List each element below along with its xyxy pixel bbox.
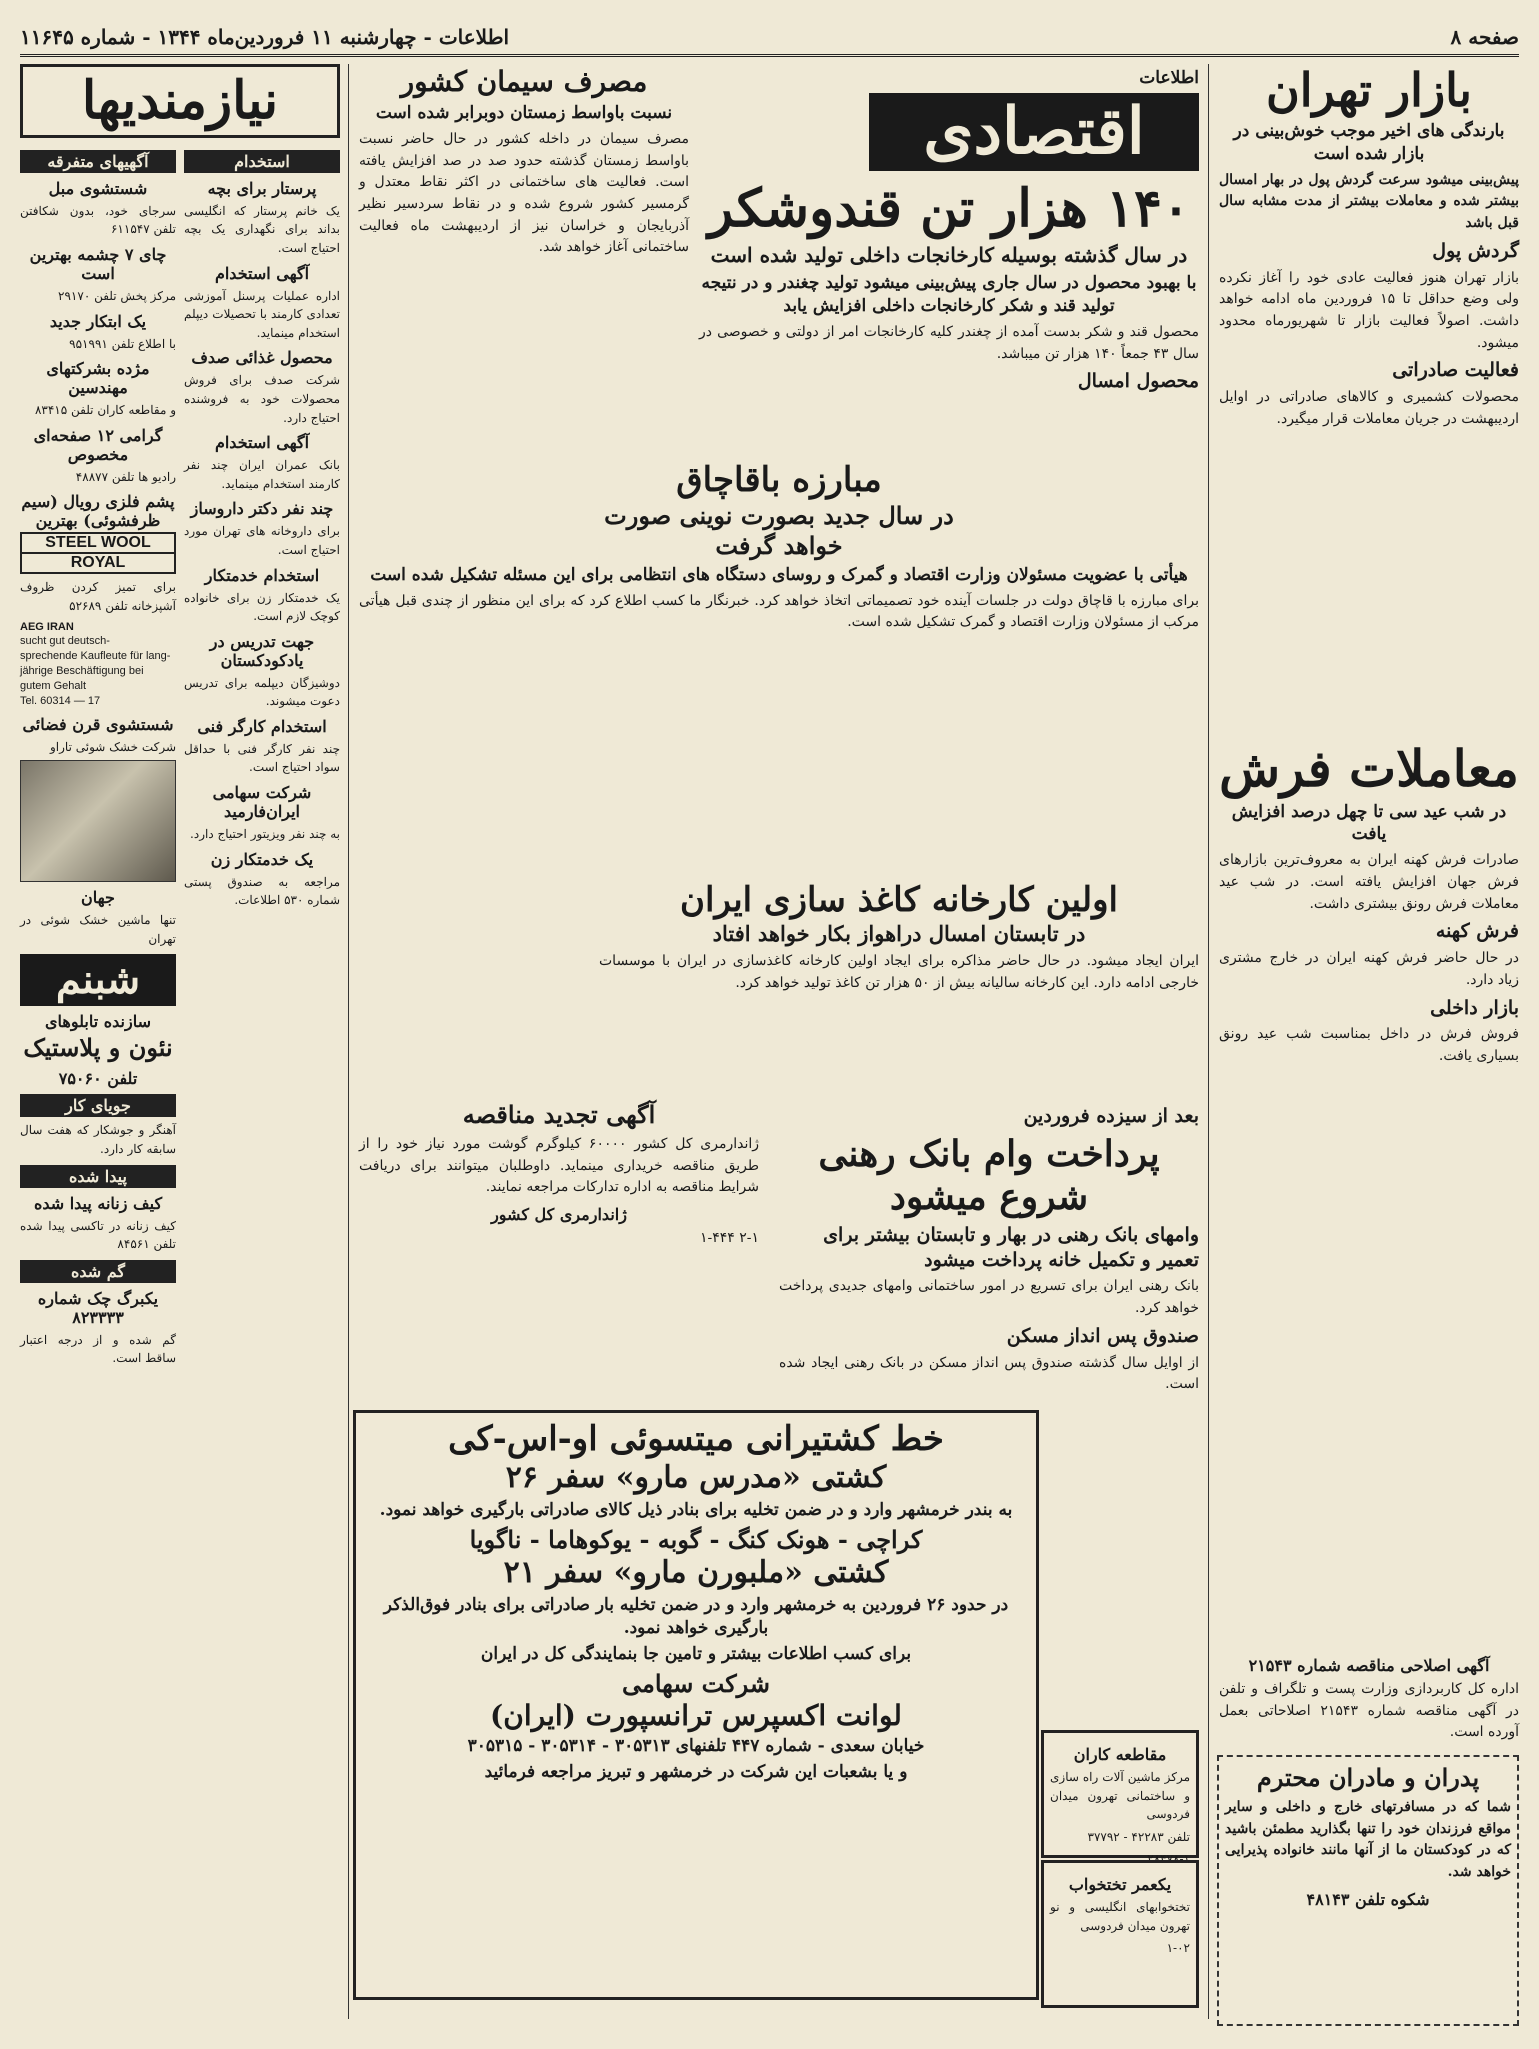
parents-title: پدران و مادران محترم (1256, 1763, 1480, 1792)
misc-5-title: گرامی ۱۲ صفحه‌ای مخصوص (33, 425, 163, 464)
beds-ad (1041, 1860, 1199, 2008)
beds-text: تختخوابهای انگلیسی و نو تهرون میدان فردوسی (1050, 1900, 1190, 1933)
correction-notice (1219, 1650, 1519, 1740)
tender-sign: ژاندارمری کل کشور (491, 1205, 627, 1225)
bazaar-subtitle: بارندگی های اخیر موجب خوش‌بینی در بازار شده است (1233, 120, 1505, 164)
bank-section-2-text: از اوایل سال گذشته صندوق پس انداز مسکن در بانک رهنی ایجاد شده است. (779, 1354, 1199, 1393)
carpet-section-1-text: در حال حاضر فرش کهنه ایران در خارج مشتری زیاد دارد. (1219, 950, 1519, 988)
job-2-title: آگهی استخدام (214, 263, 310, 283)
carpet-section-2-head: بازار داخلی (1430, 996, 1519, 1019)
job-1-text: یک خانم پرستار که انگلیسی بداند برای نگهداری یک بچه احتیاج است. (184, 203, 340, 255)
classifieds-cat-misc: آگهیهای متفرقه (20, 150, 176, 173)
issue-line: اطلاعات - چهارشنبه ۱۱ فروردین‌ماه ۱۳۴۴ - شماره ۱۱۶۴۵ (20, 25, 510, 49)
smuggling-line-1: در سال جدید بصورت نوینی صورت (604, 500, 954, 530)
carpet-section-1-head: فرش کهنه (1435, 920, 1519, 943)
bank-kicker: بعد از سیزده فروردین (1023, 1105, 1199, 1127)
page-label: صفحه ۸ (1450, 25, 1519, 49)
misc-7-title: شستشوی قرن فضائی (22, 714, 174, 734)
classifieds-header: نیازمندیها (81, 70, 279, 131)
shipping-contact: برای کسب اطلاعات بیشتر و تامین جا بنمایندگی کل در ایران (480, 1643, 912, 1664)
contractors-text: مرکز ماشین آلات راه سازی و ساختمانی تهرون میدان فردوسی (1050, 1770, 1190, 1822)
job-7-text: دوشیزگان دیپلمه برای تدریس دعوت میشوند. (184, 675, 340, 709)
aeg-line-1: AEG IRAN (20, 620, 74, 633)
paper-subtitle: در تابستان امسال دراهواز بکار خواهد افتاد (712, 920, 1086, 946)
shipping-company-kind: شرکت سهامی (621, 1668, 771, 1698)
contractors-title: مقاطعه کاران (1073, 1745, 1167, 1764)
misc-2-title: چای ۷ چشمه بهترین است (29, 244, 167, 283)
cement-text: مصرف سیمان در داخله کشور در حال حاضر نسبت باواسط زمستان گذشته حدود صد در صد افزایش یافته است. فعالیت های ساختمانی در اکثر نقاط معتدل و گرمسیر کشور شروع شده و در نقاط سردسیر نظیر آذربایجان و خراسان نیز از اردیبهشت ماه فعالیت ساختمانی آغاز خواهد شد. (359, 130, 689, 256)
misc-5-text: رادیو ها تلفن ۴۸۸۷۷ (75, 469, 176, 484)
job-3-title: محصول غذائی صدف (191, 348, 333, 368)
classifieds-section (20, 64, 340, 2024)
smuggling-title: مبارزه باقاچاق (676, 460, 882, 500)
aeg-line-4: jährige Beschäftigung bei (20, 665, 144, 678)
paper-article (599, 880, 1199, 1090)
aeg-line-5: gutem Gehalt (20, 679, 87, 692)
steel-wool-text: STEEL WOOL (45, 534, 151, 552)
contractors-ref: ۲۸۴۷۸-۱ (1147, 1852, 1190, 1867)
bazaar-title: بازار تهران (1266, 63, 1472, 117)
laundry-photo (20, 760, 176, 882)
bazaar-lead: پیش‌بینی میشود سرعت گردش پول در بهار امسال بیشتر شده و معاملات بیشتر از مدت مشابه سال قبل باشد (1219, 171, 1519, 232)
tender-title: آگهی تجدید مناقصه (462, 1100, 656, 1129)
newspaper-page (20, 20, 1519, 2029)
economic-logo-small: اطلاعات (1139, 68, 1199, 88)
bank-section-1-text: بانک رهنی ایران برای تسریع در امور ساختمانی وامهای جدیدی پرداخت خواهد کرد. (779, 1278, 1199, 1317)
classifieds-cat-jobs: استخدام (184, 150, 340, 173)
shipping-line: خط کشتیرانی میتسوئی او-اس-کی (448, 1419, 944, 1459)
parents-ad (1217, 1755, 1519, 2026)
beds-ref: ۱-۰۲ (1166, 1941, 1190, 1956)
carpet-subtitle: در شب عید سی تا چهل درصد افزایش یافت (1231, 801, 1507, 845)
bazaar-section-1-text: بازار تهران هنوز فعالیت عادی خود را آغاز نکرده ولی وضع حداقل تا ۱۵ فروردین ماه ادامه خواهد داشت. اصولاً فعالیت بازار تا شهریورماه محدود میشود. (1219, 269, 1519, 351)
misc-1-title: شستشوی مبل (48, 178, 148, 198)
smuggling-article (359, 460, 1199, 880)
job-3-text: شرکت صدف برای فروش محصولات خود به فروشنده احتیاج دارد. (184, 373, 340, 425)
carpet-section-2-text: فروش فرش در داخل بمناسبت شب عید رونق بسیاری یافت. (1219, 1026, 1519, 1064)
cement-subtitle: نسبت باواسط زمستان دوبرابر شده است (375, 103, 673, 123)
smuggling-line-2: خواهد گرفت (715, 530, 843, 560)
neon-text: نئون و پلاستیک (23, 1033, 173, 1063)
paper-title: اولین کارخانه کاغذ سازی ایران (680, 880, 1118, 920)
lost-title: یکبرگ چک شماره ۸۲۳۳۳۳ (37, 1288, 159, 1327)
misc-4-title: مژده بشرکتهای مهندسین (46, 359, 150, 398)
economic-headline: ۱۴۰ هزار تن قندوشکر (708, 178, 1190, 240)
misc-7-text: شرکت خشک شوئی تاراو (50, 739, 176, 754)
jobs-wanted-cat: جویای کار (20, 1094, 176, 1117)
misc-3-title: یک ابتکار جدید (49, 311, 147, 331)
job-8-text: چند نفر کارگر فنی با حداقل سواد احتیاج است. (184, 741, 340, 775)
classifieds-col-misc (20, 144, 176, 1372)
shipping-ship-2-desc: در حدود ۲۶ فروردین به خرمشهر وارد و در ضمن تخلیه بار صادراتی برای بنادر فوق‌الذکر بارگیری خواهد نمود. (383, 1594, 1009, 1638)
job-4-title: آگهی استخدام (214, 433, 310, 453)
found-title: کیف زنانه پیدا شده (33, 1193, 163, 1213)
misc-3-text: با اطلاع تلفن ۹۵۱۹۹۱ (69, 336, 176, 351)
shabnam-logo: شبنم (20, 954, 176, 1006)
correction-title: آگهی اصلاحی مناقصه شماره ۲۱۵۴۳ (1248, 1656, 1490, 1675)
tender-notice (359, 1100, 759, 1400)
parents-phone: شکوه تلفن ۴۸۱۴۳ (1306, 1889, 1430, 1909)
misc-6-text: برای تمیز کردن ظروف آشپزخانه تلفن ۵۲۶۸۹ (20, 580, 176, 613)
job-8-title: استخدام کارگر فنی (197, 716, 327, 736)
job-7-title: جهت تدریس در یادکودکستان (209, 631, 315, 670)
lost-cat: گم شده (20, 1260, 176, 1283)
economic-deck: در سال گذشته بوسیله کارخانجات داخلی تولید شده است (710, 243, 1188, 268)
shipping-ship-1: کشتی «مدرس مارو» سفر ۲۶ (505, 1459, 887, 1495)
economic-body: محصول قند و شکر بدست آمده از چغندر کلیه کارخانجات امر از دولتی و خصوصی در سال ۴۳ جمعاً ۱۴۰ هزار تن میباشد. (699, 324, 1199, 362)
bazaar-section-2-text: محصولات کشمیری و کالاهای صادراتی در اوایل اردیبهشت در جریان معاملات قرار میگیرد. (1219, 388, 1519, 427)
job-5-title: چند نفر دکتر داروساز (190, 499, 334, 519)
job-2-text: اداره عملیات پرسنل آموزشی تعدادی کارمند با تحصیلات دیپلم استخدام مینماید. (184, 288, 340, 340)
shipping-ship-2: کشتی «ملبورن مارو» سفر ۲۱ (503, 1554, 889, 1590)
found-text: کیف زنانه در تاکسی پیدا شده تلفن ۸۴۵۶۱ (20, 1218, 176, 1252)
job-6-title: استخدام خدمتکار (204, 565, 320, 585)
carpet-text: صادرات فرش کهنه ایران به معروف‌ترین بازارهای فرش جهان افزایش یافته است. در شب عید معاملات فرش رونق بیشتری داشت. (1219, 852, 1519, 912)
cement-title: مصرف سیمان کشور (400, 65, 648, 98)
bazaar-section-1-head: گردش پول (1432, 239, 1519, 262)
classifieds-col-jobs (184, 144, 340, 1372)
correction-text: اداره کل کاربردازی وزارت پست و تلگراف و تلفن در آگهی مناقصه شماره ۲۱۵۴۳ اصلاحاتی بعمل آورده است. (1219, 1681, 1519, 1741)
shipping-address: خیابان سعدی - شماره ۴۴۷ تلفنهای ۳۰۵۳۱۳ - ۳۰۵۳۱۴ - ۳۰۵۳۱۵ (467, 1736, 925, 1757)
contractors-ad (1041, 1730, 1199, 1867)
job-6-text: یک خدمتکار زن برای خانواده کوچک لازم است. (184, 590, 340, 624)
tender-ref: ۲-۱ ۱-۴۴۴ (699, 1230, 759, 1247)
shipping-ports: کراچی - هونک کنگ - گوبه - یوکوهاما - ناگویا (469, 1524, 923, 1554)
job-9-title: شرکت سهامی ایران‌فارمید (212, 783, 312, 822)
bazaar-column (1219, 64, 1519, 704)
carpet-column (1219, 740, 1519, 1570)
misc-8-title: جهان (81, 888, 115, 908)
job-9-text: به چند نفر ویزیتور احتیاج دارد. (190, 827, 340, 842)
beds-title: یکعمر تختخواب (1068, 1875, 1172, 1894)
misc-8-text: تنها ماشین خشک شوئی در تهران (20, 913, 176, 946)
cement-column (359, 64, 689, 424)
jobs-wanted-text: آهنگر و جوشکار که هفت سال سابقه کار دارد. (20, 1123, 176, 1156)
neon-phone: تلفن ۷۵۰۶۰ (58, 1069, 138, 1089)
contractors-phone: تلفن ۴۲۲۸۳ - ۳۷۷۹۲ (1087, 1829, 1190, 1844)
bazaar-section-2-head: فعالیت صادراتی (1392, 359, 1519, 382)
job-1-title: پرستار برای بچه (207, 178, 317, 198)
economic-logo: اقتصادی (869, 93, 1199, 171)
steel-wool-logo (20, 532, 176, 574)
shabnam-sub: سازنده تابلوهای (45, 1012, 151, 1032)
shipping-ship-1-desc: به بندر خرمشهر وارد و در ضمن تخلیه برای بنادر ذیل کالای صادراتی بارگیری خواهد نمود. (379, 1499, 1013, 1520)
misc-4-text: و مقاطعه کاران تلفن ۸۳۴۱۵ (34, 403, 176, 418)
economic-section (699, 64, 1199, 484)
bank-title-2: شروع میشود (889, 1175, 1089, 1218)
aeg-line-6: Tel. 60314 — 17 (20, 694, 101, 707)
economic-sub-head: محصول امسال (1077, 370, 1199, 393)
economic-deck-2: با بهبود محصول در سال جاری پیش‌بینی میشود تولید چغندر و در نتیجه تولید قند و شکر کارخانجات داخلی افزایش یابد (701, 273, 1197, 317)
aeg-ad (20, 620, 176, 709)
job-10-text: مراجعه به صندوق پستی شماره ۵۳۰ اطلاعات. (184, 874, 340, 908)
masthead (20, 20, 1519, 57)
paper-text: ایران ایجاد میشود. در حال حاضر مذاکره برای ایجاد اولین کارخانه کاغذسازی در ایران با موسسات خارجی ادامه دارد. این کارخانه سالیانه بیش از ۵۰ هزار تن کاغذ تولید خواهد کرد. (599, 953, 1199, 991)
smuggling-text: برای مبارزه با قاچاق دولت در جلسات آینده خود تصمیماتی اتخاذ خواهد کرد. خبرنگار ما کسب اطلاع کرد که برای این منظور از چندی قبل هیأتی مرکب از مسئولان وزارت اقتصاد و گمرک تشکیل شده است. (359, 592, 1199, 631)
shipping-branch: و یا بشعبات این شرکت در خرمشهر و تبریز مراجعه فرمائید (484, 1762, 908, 1783)
bank-section-1-head: وامهای بانک رهنی در بهار و تابستان بیشتر برای تعمیر و تکمیل خانه پرداخت میشود (823, 1224, 1199, 1271)
rule-v-1 (1208, 64, 1209, 2019)
shipping-ad (353, 1410, 1039, 2000)
carpet-title: معاملات فرش (1219, 739, 1519, 798)
aeg-line-3: sprechende Kaufleute für lang- (20, 650, 171, 663)
rule-v-2 (348, 64, 349, 2019)
bank-section-2-head: صندوق پس انداز مسکن (1006, 1324, 1199, 1347)
lost-text: گم شده و از درجه اعتبار ساقط است. (20, 1332, 176, 1366)
job-10-title: یک خدمتکار زن (210, 849, 314, 869)
aeg-line-2: sucht gut deutsch- (20, 635, 110, 648)
smuggling-deck: هیأتی با عضویت مسئولان وزارت اقتصاد و گمرک و روسای دستگاه های انتظامی برای این مسئله تشکیل شده است (370, 564, 1188, 585)
found-cat: پیدا شده (20, 1165, 176, 1188)
misc-1-text: سرجای خود، بدون شکافتن تلفن ۶۱۱۵۴۷ (20, 203, 176, 237)
royal-text: ROYAL (22, 552, 174, 572)
misc-6-title: پشم فلزی رویال (سیم ظرفشوئی) بهترین (21, 492, 175, 531)
job-5-text: برای داروخانه های تهران مورد احتیاج است. (184, 524, 340, 557)
shipping-company: لوانت اکسپرس ترانسپورت (ایران) (490, 1698, 902, 1732)
misc-2-text: مرکز پخش تلفن ۲۹۱۷۰ (58, 288, 176, 303)
bank-title-1: پرداخت وام بانک رهنی (818, 1132, 1160, 1175)
tender-text: ژاندارمری کل کشور ۶۰۰۰۰ کیلوگرم گوشت مورد نیاز خود را از طریق مناقصه خریداری مینماید. داوطلبان میتوانند برای دریافت شرایط مناقصه به اداره تدارکات مراجعه نمایند. (359, 1136, 759, 1196)
job-4-text: بانک عمران ایران چند نفر کارمند استخدام مینماید. (184, 458, 340, 491)
parents-text: شما که در مسافرتهای خارج و داخلی و سایر مواقع فرزندان خود را تنها بگذارید مطمئن باشید که در کودکستان ما از آنها مانند خانواده پذیرایی خواهد شد. (1225, 1799, 1511, 1881)
